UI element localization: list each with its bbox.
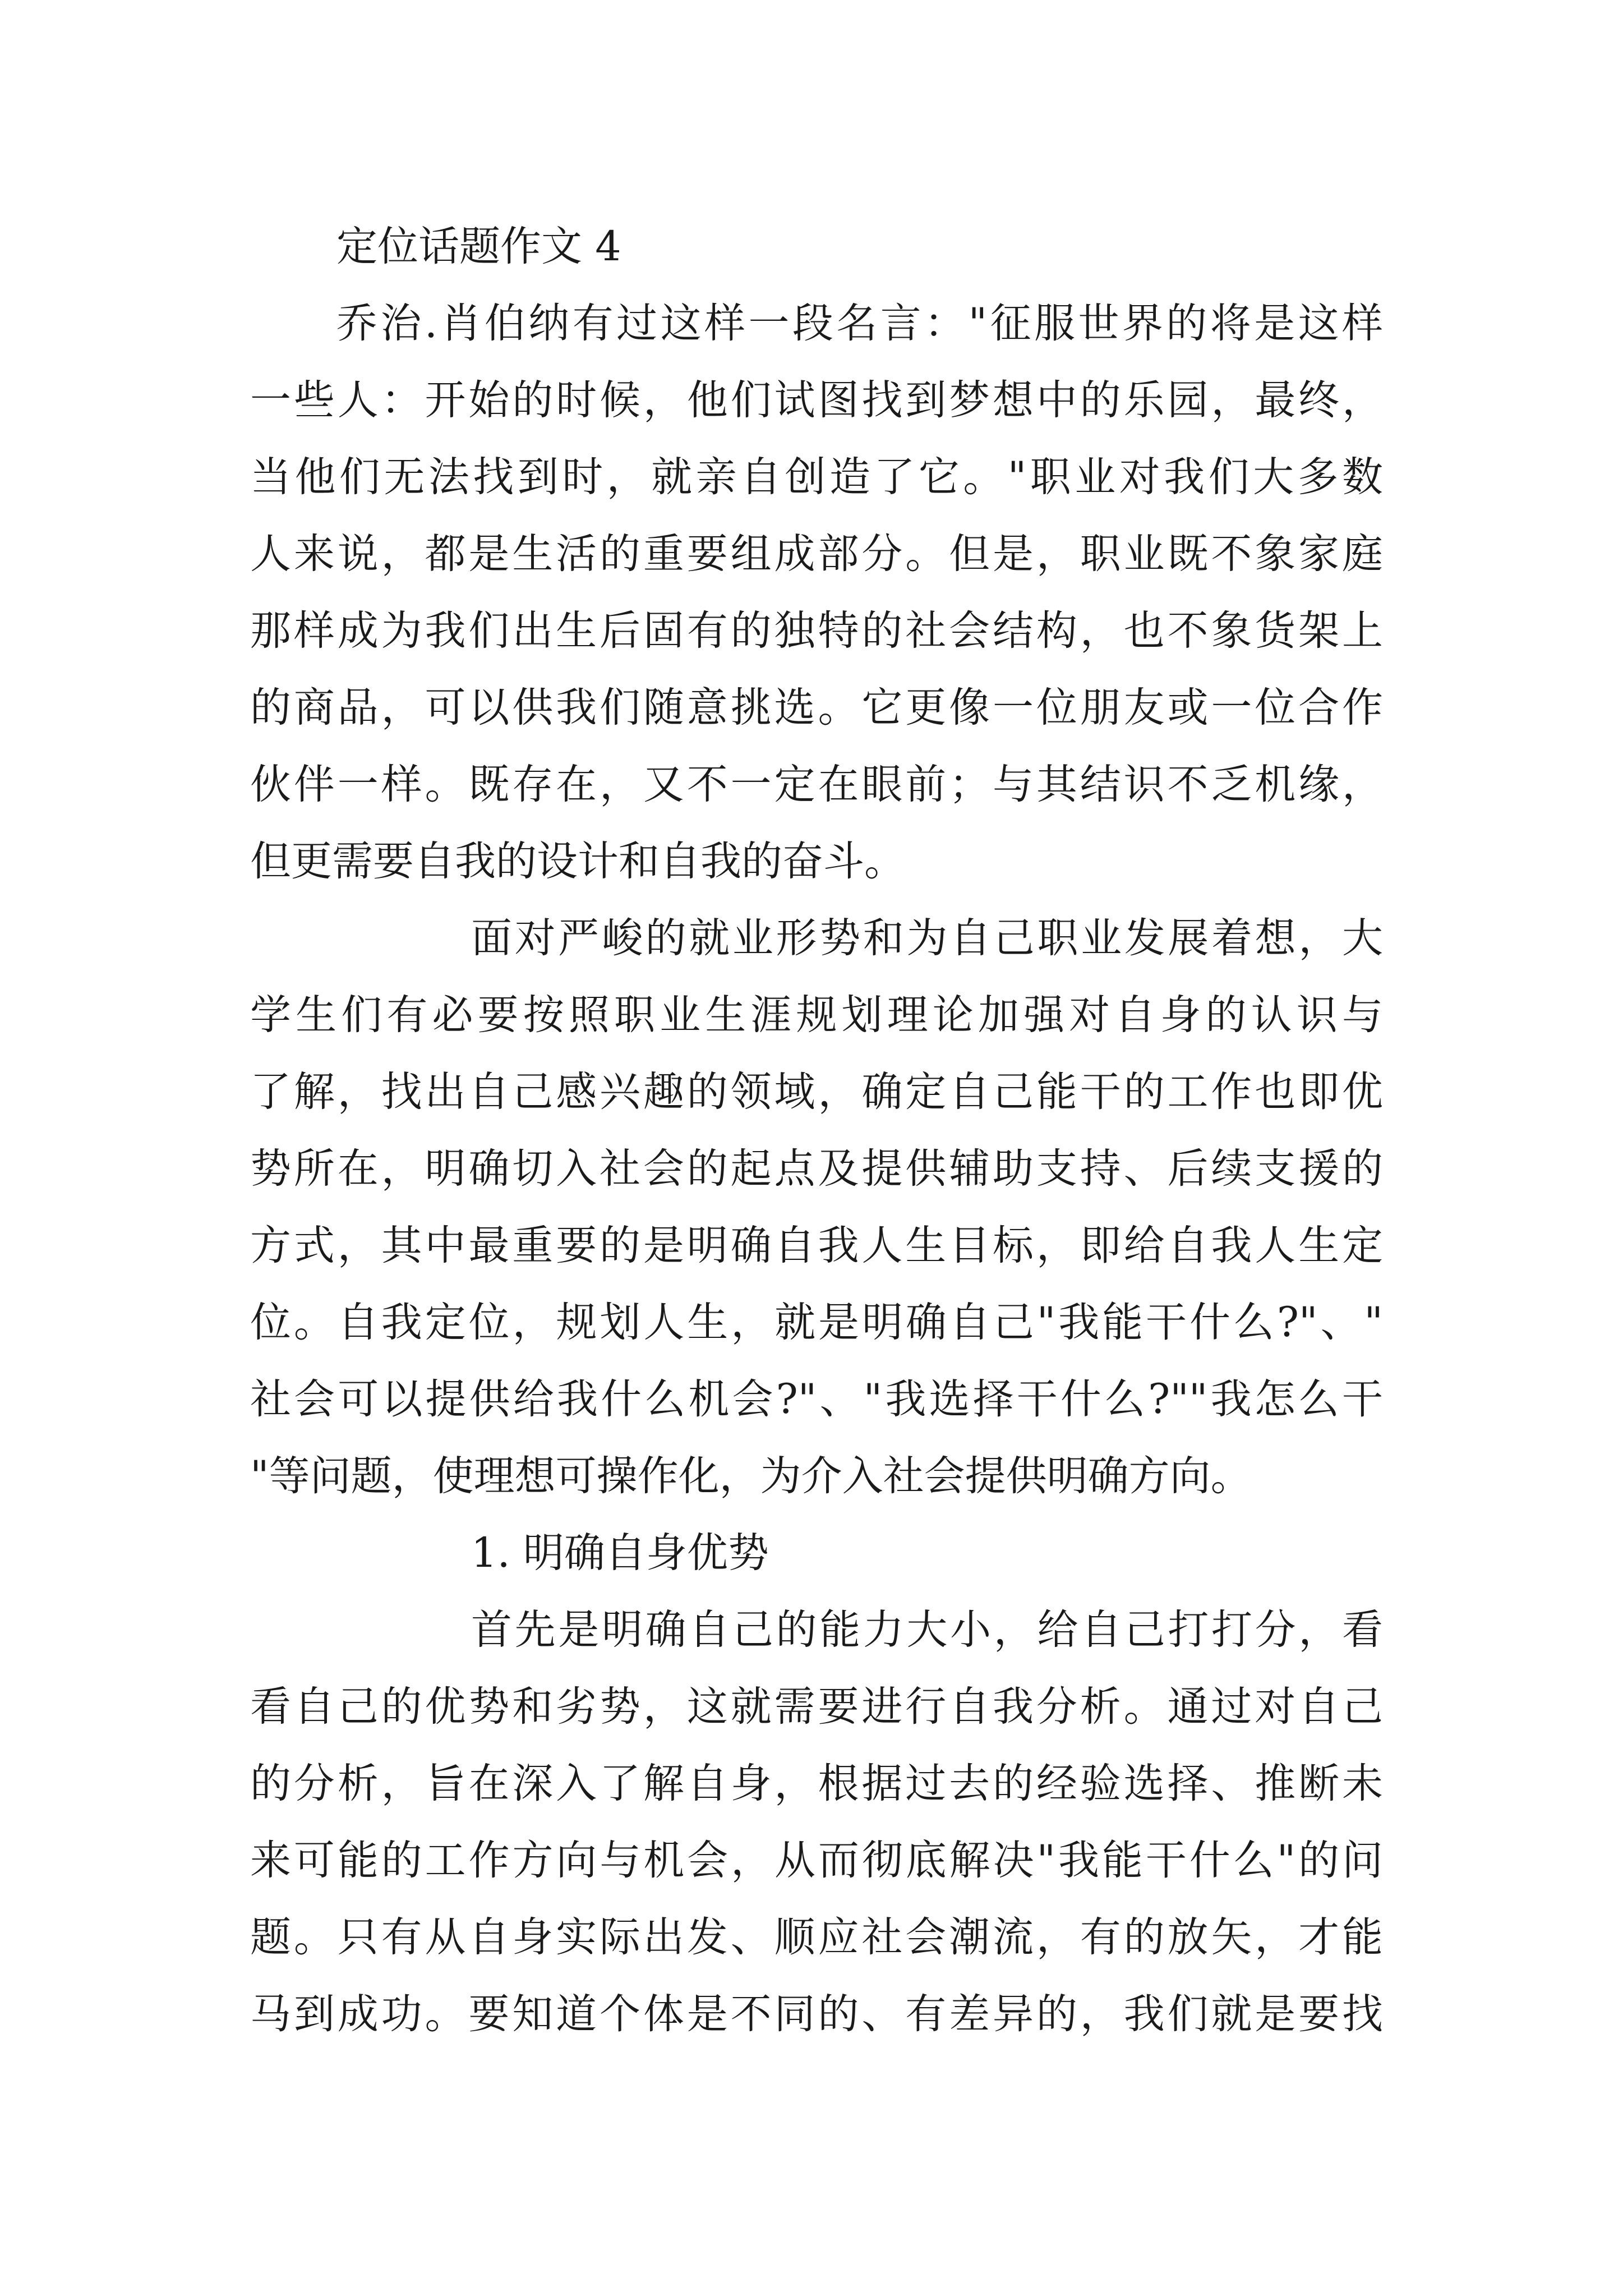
text-line: 来可能的工作方向与机会，从而彻底解决"我能干什么"的问 xyxy=(250,1837,1383,1884)
text-line: 题。只有从自身实际出发、顺应社会潮流，有的放矢，才能 xyxy=(250,1913,1383,1961)
text-line: 但更需要自我的设计和自我的奋斗。 xyxy=(250,838,905,885)
text-line: 乔治.肖伯纳有过这样一段名言："征服世界的将是这样 xyxy=(336,300,1383,347)
text-line: 方式，其中最重要的是明确自我人生目标，即给自我人生定 xyxy=(250,1222,1383,1269)
text-line: 首先是明确自己的能力大小，给自己打打分，看 xyxy=(471,1606,1383,1654)
text-line: 人来说，都是生活的重要组成部分。但是，职业既不象家庭 xyxy=(250,530,1383,578)
text-line: 位。自我定位，规划人生，就是明确自己"我能干什么?"、" xyxy=(250,1299,1383,1346)
text-line: 势所在，明确切入社会的起点及提供辅助支持、后续支援的 xyxy=(250,1145,1383,1193)
text-line: 当他们无法找到时，就亲自创造了它。"职业对我们大多数 xyxy=(250,453,1383,501)
text-line: 一些人：开始的时候，他们试图找到梦想中的乐园，最终， xyxy=(250,376,1383,424)
section-heading: 1. 明确自身优势 xyxy=(471,1529,769,1577)
text-line: "等问题，使理想可操作化，为介入社会提供明确方向。 xyxy=(250,1452,1252,1500)
text-line: 的分析，旨在深入了解自身，根据过去的经验选择、推断未 xyxy=(250,1760,1383,1807)
text-line: 马到成功。要知道个体是不同的、有差异的，我们就是要找 xyxy=(250,1990,1383,2038)
text-line: 面对严峻的就业形势和为自己职业发展着想，大 xyxy=(471,914,1383,962)
text-line: 那样成为我们出生后固有的独特的社会结构，也不象货架上 xyxy=(250,607,1383,655)
text-line: 伙伴一样。既存在，又不一定在眼前；与其结识不乏机缘， xyxy=(250,761,1383,808)
text-line: 学生们有必要按照职业生涯规划理论加强对自身的认识与 xyxy=(250,991,1383,1039)
document-title: 定位话题作文 4 xyxy=(336,223,621,270)
text-line: 看自己的优势和劣势，这就需要进行自我分析。通过对自己 xyxy=(250,1683,1383,1731)
text-line: 了解，找出自己感兴趣的领域，确定自己能干的工作也即优 xyxy=(250,1068,1383,1116)
text-line: 社会可以提供给我什么机会?"、"我选择干什么?""我怎么干 xyxy=(250,1375,1383,1423)
text-line: 的商品，可以供我们随意挑选。它更像一位朋友或一位合作 xyxy=(250,684,1383,731)
